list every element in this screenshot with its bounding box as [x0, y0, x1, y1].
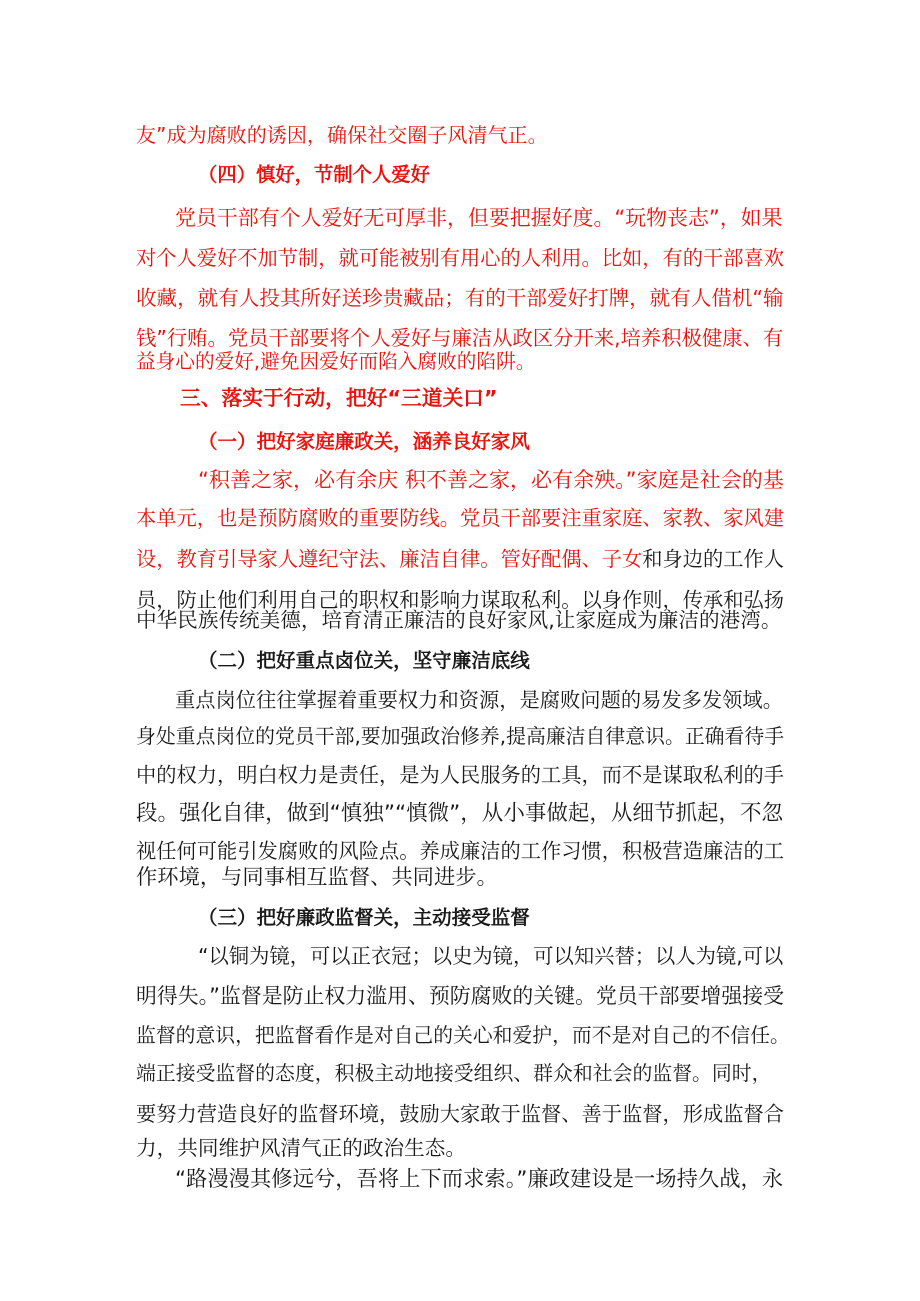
paragraph-line — [136, 1130, 920, 1166]
line-text: “以铜为镜，可以正衣冠；以史为镜，可以知兴替；以人为镜,可以 — [198, 944, 784, 968]
paragraph-line — [175, 200, 920, 236]
paragraph-line — [136, 500, 920, 536]
line-text: 中的权力，明白权力是责任，是为人民服务的工具，而不是谋取私利的手 — [136, 763, 785, 787]
line-text: 钱”行贿。党员干部要将个人爱好与廉洁从政区分开来,培养积极健康、有 — [136, 326, 784, 350]
line-text: 设，教育引导家人遵纪守法、廉洁自律。管好配偶、子女 — [136, 547, 643, 571]
paragraph-line — [198, 462, 920, 498]
line-text: 端正接受监督的态度，积极主动地接受组织、群众和社会的监督。同时， — [136, 1062, 772, 1085]
line-text: 中华民族传统美德，培育清正廉洁的良好家风,让家庭成为廉洁的港湾。 — [136, 608, 782, 632]
line-text: 本单元，也是预防腐败的重要防线。党员干部要注重家庭、家教、家风建 — [136, 506, 785, 530]
line-text: 身处重点岗位的党员干部,要加强政治修养,提高廉洁自律意识。正确看待手 — [136, 725, 785, 748]
paragraph-line — [136, 117, 920, 153]
section-heading — [198, 643, 920, 679]
section-heading — [198, 424, 920, 460]
paragraph-line — [136, 1096, 920, 1132]
line-text: 视任何可能引发腐败的风险点。养成廉洁的工作习惯，积极营造廉洁的工 — [136, 839, 785, 863]
line-text: 员，防止他们利用自己的职权和影响力谋取私利。以身作则，传承和弘扬 — [136, 588, 785, 612]
line-text: 收藏，就有人投其所好送珍贵藏品；有的干部爱好打牌，就有人借机“输 — [136, 286, 784, 310]
paragraph-line — [136, 860, 920, 896]
line-text: 益身心的爱好,避免因爱好而陷入腐败的陷阱。 — [136, 350, 536, 373]
line-text: 三、落实于行动，把好“三道关口” — [180, 386, 498, 410]
line-text-tail: 和身边的工作人 — [642, 547, 785, 571]
paragraph-line — [136, 344, 920, 380]
paragraph-line — [136, 978, 920, 1014]
line-text: 党员干部有个人爱好无可厚非，但要把握好度。“玩物丧志”，如果 — [175, 206, 783, 230]
paragraph-line — [175, 682, 920, 718]
paragraph-line — [198, 938, 920, 974]
paragraph-line — [136, 1018, 920, 1054]
paragraph-line — [136, 541, 920, 577]
line-text: “路漫漫其修远兮，吾将上下而求索。”廉政建设是一场持久战，永 — [175, 1167, 784, 1192]
paragraph-line — [136, 757, 920, 793]
line-text: 明得失。”监督是防止权力滥用、预防腐败的关键。党员干部要增强接受 — [136, 984, 784, 1008]
paragraph-line — [136, 240, 920, 276]
line-text: 段。强化自律，做到“慎独”“慎微”，从小事做起，从细节抓起，不忽 — [136, 801, 784, 826]
line-text: （二）把好重点卤位关，坚守廉洁底线 — [198, 649, 530, 672]
paragraph-line — [136, 280, 920, 316]
paragraph-line — [175, 1162, 920, 1198]
line-text: 对个人爱好不加节制，就可能被别有用心的人利用。比如，有的干部喜欢 — [136, 246, 785, 270]
section-heading — [198, 900, 920, 936]
line-text: 监督的意识，把监督看作是对自己的关心和爱护，而不是对自己的不信任。 — [136, 1024, 790, 1047]
line-text: 友”成为腐败的诱因，确保社交圈子风清气正。 — [136, 123, 548, 147]
line-text: 要努力营造良好的监督环境，鼓励大家敢于监督、善于监督，形成监督合 — [136, 1102, 785, 1126]
line-text: 作环境，与同事相互监督、共同进步。 — [136, 865, 498, 890]
line-text: （三）把好廉政监督关，主动接受监督 — [198, 906, 530, 929]
section-heading — [180, 380, 920, 416]
paragraph-line — [136, 1056, 920, 1092]
line-text: 重点岗位往往掌握着重要权力和资源，是腐败问题的易发多发领域。 — [175, 688, 783, 712]
line-text: “积善之家，必有余庆 积不善之家，必有余殃。”家庭是社会的基 — [198, 467, 784, 492]
line-text: （一）把好家庭廉政关，涵养良好家风 — [198, 430, 530, 453]
line-text: （四）慎好，节制个人爱好 — [198, 163, 430, 186]
section-heading — [198, 157, 920, 193]
paragraph-line — [136, 796, 920, 832]
line-text: 力，共同维护风清气正的政治生态。 — [136, 1136, 467, 1160]
paragraph-line — [136, 602, 920, 638]
paragraph-line — [136, 719, 920, 755]
